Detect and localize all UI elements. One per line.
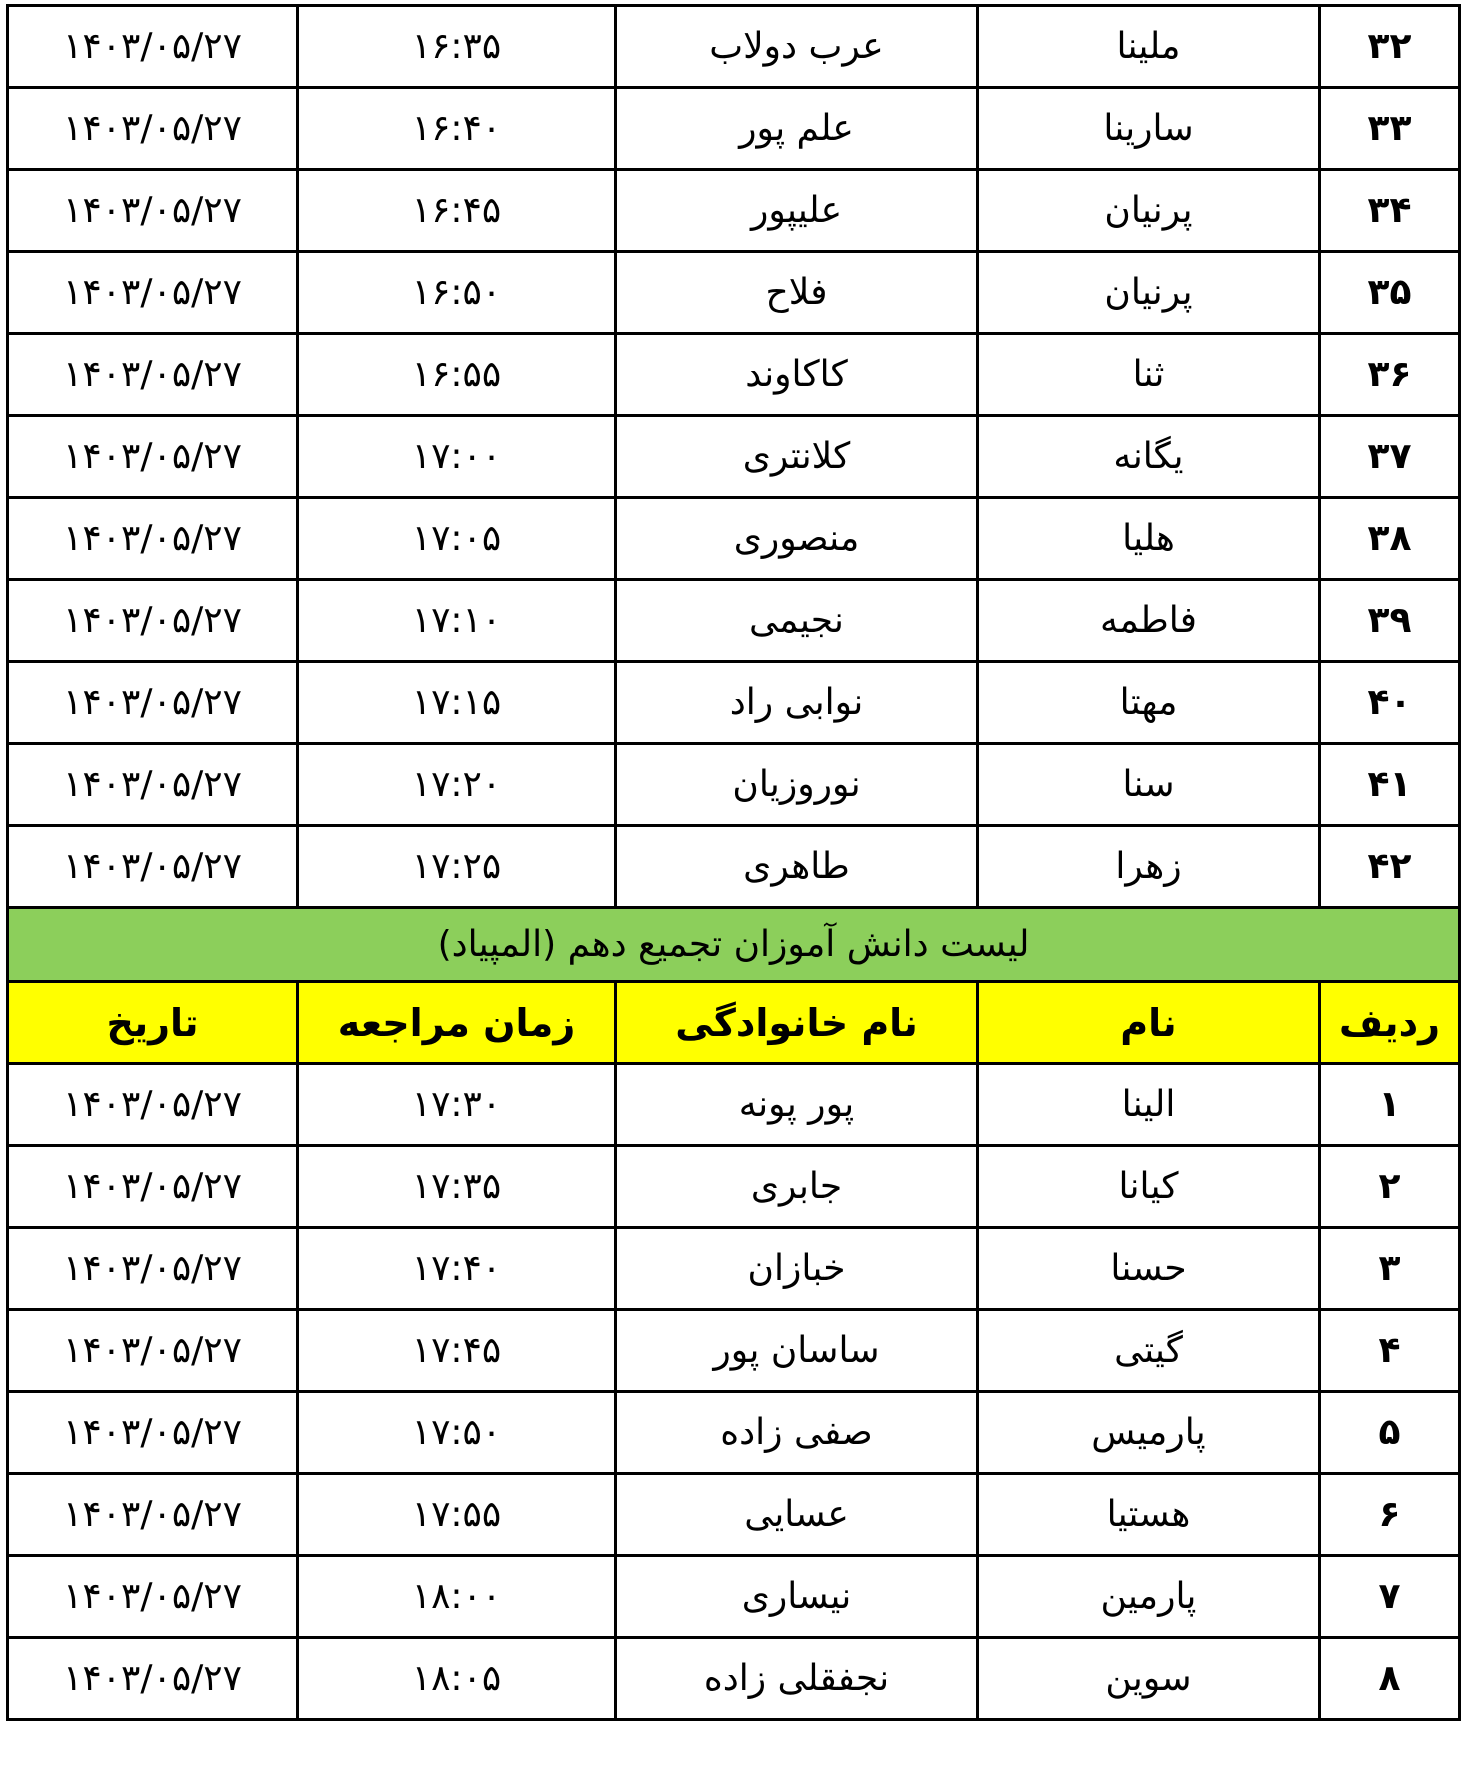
cell-time: ۱۷:۳۵ [298, 1146, 616, 1228]
table-row [8, 1556, 1460, 1638]
cell-date: ۱۴۰۳/۰۵/۲۷ [8, 498, 298, 580]
cell-time: ۱۷:۰۰ [298, 416, 616, 498]
cell-row-number: ۵ [1320, 1392, 1460, 1474]
cell-time: ۱۶:۵۵ [298, 334, 616, 416]
cell-date: ۱۴۰۳/۰۵/۲۷ [8, 1146, 298, 1228]
cell-time: ۱۶:۴۰ [298, 88, 616, 170]
cell-family: علیپور [616, 170, 978, 252]
cell-time: ۱۶:۴۵ [298, 170, 616, 252]
cell-row-number: ۸ [1320, 1638, 1460, 1720]
cell-date: ۱۴۰۳/۰۵/۲۷ [8, 580, 298, 662]
cell-name: پارمین [978, 1556, 1320, 1638]
cell-time: ۱۷:۴۰ [298, 1228, 616, 1310]
cell-name: الینا [978, 1064, 1320, 1146]
cell-row-number: ۳ [1320, 1228, 1460, 1310]
cell-date: ۱۴۰۳/۰۵/۲۷ [8, 6, 298, 88]
cell-family: نوابی راد [616, 662, 978, 744]
cell-date: ۱۴۰۳/۰۵/۲۷ [8, 662, 298, 744]
cell-row-number: ۴۲ [1320, 826, 1460, 908]
table-row [8, 6, 1460, 88]
cell-name: یگانه [978, 416, 1320, 498]
header-row-number: ردیف [1320, 982, 1460, 1064]
cell-family: صفی زاده [616, 1392, 978, 1474]
cell-date: ۱۴۰۳/۰۵/۲۷ [8, 1392, 298, 1474]
cell-row-number: ۴۰ [1320, 662, 1460, 744]
cell-name: ملینا [978, 6, 1320, 88]
section-title: لیست دانش آموزان تجمیع دهم (المپیاد) [8, 908, 1460, 982]
cell-date: ۱۴۰۳/۰۵/۲۷ [8, 252, 298, 334]
cell-family: جابری [616, 1146, 978, 1228]
cell-family: فلاح [616, 252, 978, 334]
cell-date: ۱۴۰۳/۰۵/۲۷ [8, 170, 298, 252]
cell-name: پارمیس [978, 1392, 1320, 1474]
cell-family: پور پونه [616, 1064, 978, 1146]
header-name: نام [978, 982, 1320, 1064]
cell-family: نیساری [616, 1556, 978, 1638]
table-row [8, 1064, 1460, 1146]
cell-time: ۱۶:۵۰ [298, 252, 616, 334]
schedule-table-body [8, 6, 1460, 1720]
cell-date: ۱۴۰۳/۰۵/۲۷ [8, 1638, 298, 1720]
cell-row-number: ۳۳ [1320, 88, 1460, 170]
cell-row-number: ۳۸ [1320, 498, 1460, 580]
cell-family: نجیمی [616, 580, 978, 662]
cell-name: گیتی [978, 1310, 1320, 1392]
cell-time: ۱۷:۵۵ [298, 1474, 616, 1556]
table-row [8, 1228, 1460, 1310]
cell-time: ۱۷:۳۰ [298, 1064, 616, 1146]
cell-family: کلانتری [616, 416, 978, 498]
cell-row-number: ۲ [1320, 1146, 1460, 1228]
cell-date: ۱۴۰۳/۰۵/۲۷ [8, 744, 298, 826]
cell-row-number: ۴ [1320, 1310, 1460, 1392]
cell-date: ۱۴۰۳/۰۵/۲۷ [8, 1556, 298, 1638]
cell-row-number: ۳۷ [1320, 416, 1460, 498]
cell-family: نوروزیان [616, 744, 978, 826]
cell-name: فاطمه [978, 580, 1320, 662]
cell-row-number: ۳۵ [1320, 252, 1460, 334]
header-family: نام خانوادگی [616, 982, 978, 1064]
table-row [8, 334, 1460, 416]
table-row [8, 252, 1460, 334]
cell-name: ثنا [978, 334, 1320, 416]
cell-time: ۱۶:۳۵ [298, 6, 616, 88]
cell-time: ۱۷:۲۰ [298, 744, 616, 826]
cell-date: ۱۴۰۳/۰۵/۲۷ [8, 88, 298, 170]
cell-name: کیانا [978, 1146, 1320, 1228]
cell-row-number: ۴۱ [1320, 744, 1460, 826]
cell-name: سارینا [978, 88, 1320, 170]
table-row [8, 1146, 1460, 1228]
cell-date: ۱۴۰۳/۰۵/۲۷ [8, 1064, 298, 1146]
cell-date: ۱۴۰۳/۰۵/۲۷ [8, 1310, 298, 1392]
cell-family: علم پور [616, 88, 978, 170]
table-row [8, 826, 1460, 908]
table-row [8, 580, 1460, 662]
cell-time: ۱۷:۲۵ [298, 826, 616, 908]
table-row [8, 170, 1460, 252]
table-row [8, 1310, 1460, 1392]
section-title-row [8, 908, 1460, 982]
cell-row-number: ۷ [1320, 1556, 1460, 1638]
cell-time: ۱۸:۰۵ [298, 1638, 616, 1720]
cell-time: ۱۷:۱۵ [298, 662, 616, 744]
cell-name: سوین [978, 1638, 1320, 1720]
header-row [8, 982, 1460, 1064]
cell-name: هستیا [978, 1474, 1320, 1556]
cell-family: طاهری [616, 826, 978, 908]
header-time: زمان مراجعه [298, 982, 616, 1064]
cell-time: ۱۷:۱۰ [298, 580, 616, 662]
cell-family: عرب دولاب [616, 6, 978, 88]
header-date: تاریخ [8, 982, 298, 1064]
cell-family: عسایی [616, 1474, 978, 1556]
cell-date: ۱۴۰۳/۰۵/۲۷ [8, 334, 298, 416]
cell-date: ۱۴۰۳/۰۵/۲۷ [8, 1474, 298, 1556]
table-row [8, 744, 1460, 826]
cell-name: مهتا [978, 662, 1320, 744]
cell-name: هلیا [978, 498, 1320, 580]
cell-family: خبازان [616, 1228, 978, 1310]
cell-name: پرنیان [978, 252, 1320, 334]
cell-time: ۱۷:۰۵ [298, 498, 616, 580]
cell-row-number: ۱ [1320, 1064, 1460, 1146]
cell-family: ساسان پور [616, 1310, 978, 1392]
cell-row-number: ۳۴ [1320, 170, 1460, 252]
table-row [8, 416, 1460, 498]
table-row [8, 1474, 1460, 1556]
cell-date: ۱۴۰۳/۰۵/۲۷ [8, 416, 298, 498]
cell-row-number: ۳۶ [1320, 334, 1460, 416]
cell-time: ۱۸:۰۰ [298, 1556, 616, 1638]
cell-family: منصوری [616, 498, 978, 580]
table-row [8, 498, 1460, 580]
cell-row-number: ۳۹ [1320, 580, 1460, 662]
cell-name: زهرا [978, 826, 1320, 908]
cell-family: نجفقلی زاده [616, 1638, 978, 1720]
schedule-table [6, 4, 1461, 1721]
cell-time: ۱۷:۴۵ [298, 1310, 616, 1392]
cell-date: ۱۴۰۳/۰۵/۲۷ [8, 826, 298, 908]
cell-name: حسنا [978, 1228, 1320, 1310]
cell-time: ۱۷:۵۰ [298, 1392, 616, 1474]
cell-family: کاکاوند [616, 334, 978, 416]
cell-name: پرنیان [978, 170, 1320, 252]
table-row [8, 1392, 1460, 1474]
table-row [8, 88, 1460, 170]
cell-row-number: ۶ [1320, 1474, 1460, 1556]
table-row [8, 662, 1460, 744]
cell-date: ۱۴۰۳/۰۵/۲۷ [8, 1228, 298, 1310]
cell-name: سنا [978, 744, 1320, 826]
table-row [8, 1638, 1460, 1720]
cell-row-number: ۳۲ [1320, 6, 1460, 88]
